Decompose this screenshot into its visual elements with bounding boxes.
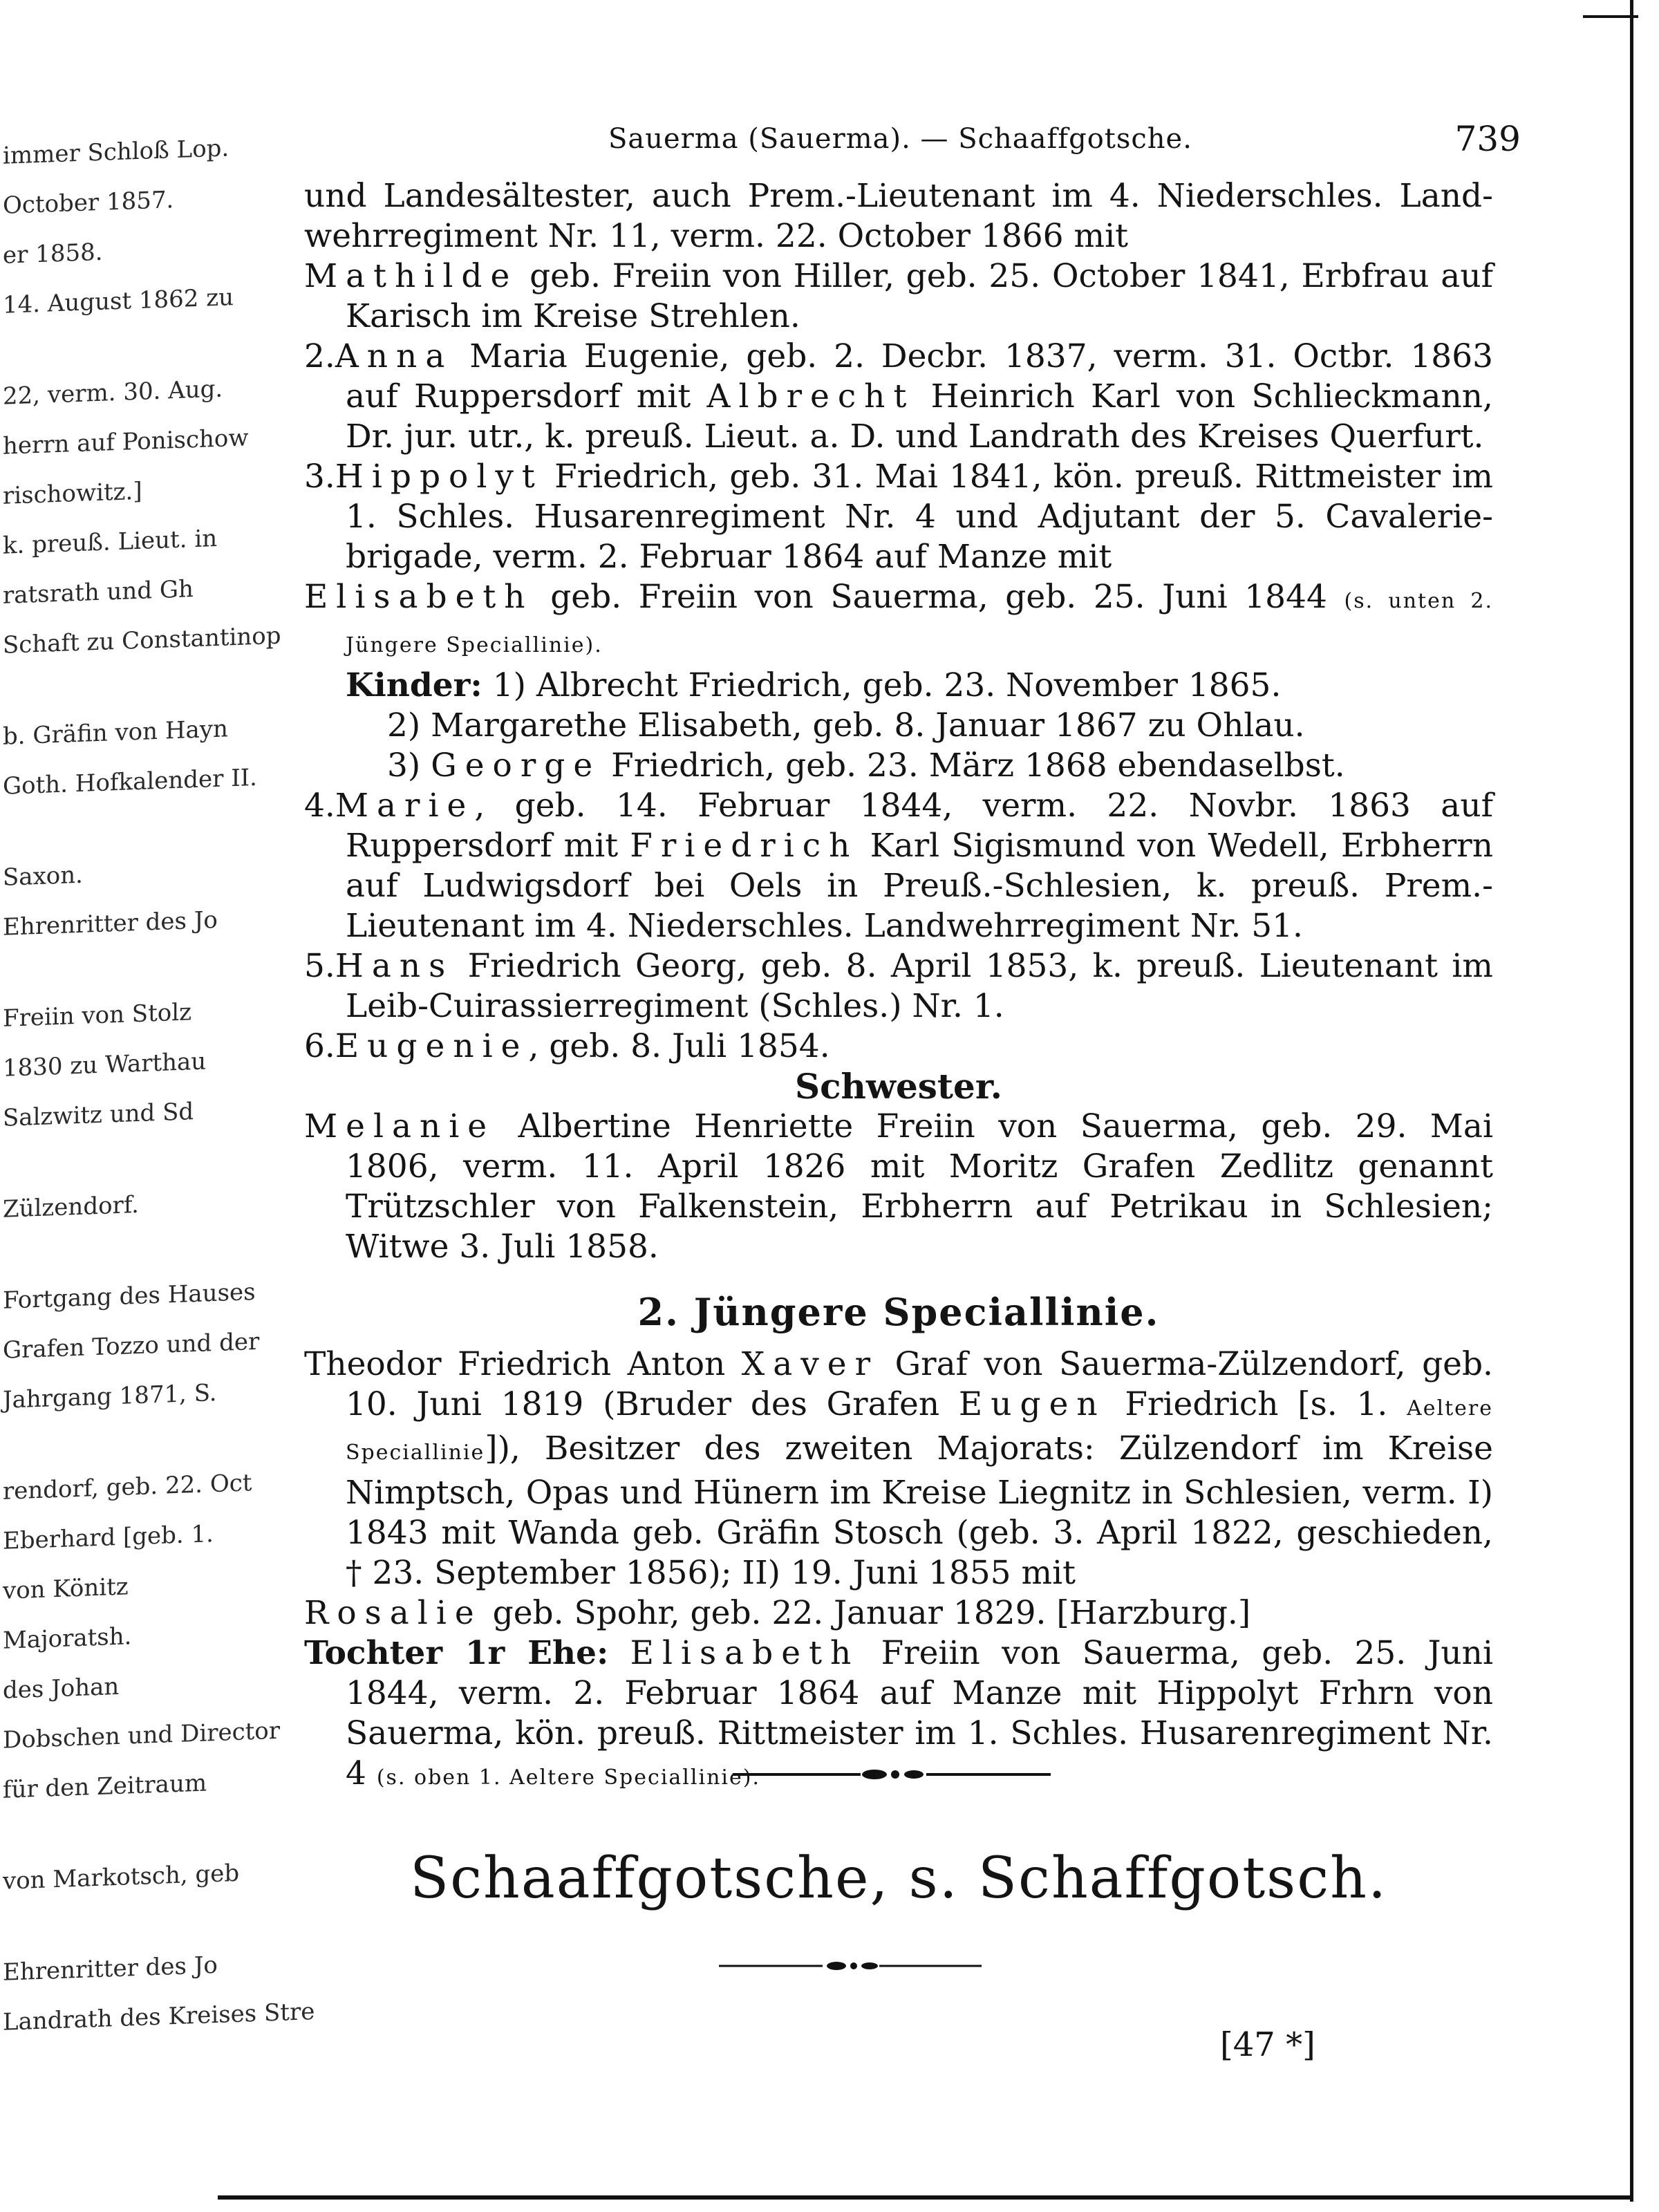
bleed-line: des Johan [3,1672,120,1705]
spaced-name: Hippolyt [335,458,543,496]
bleed-line: Goth. Hofkalender II. [3,763,257,800]
continued-entry [304,176,1493,256]
child-line-prefix: 3) [387,747,431,785]
entry-text: ]), Besitzer des zweiten Majorats: Zülzendorf im Kreise Nimptsch, Opas und Hünern im Kreise Liegnitz in Schlesien, verm. I) 1843 mit Wanda geb. Gräfin Stosch (geb. 3. April 1822, geschieden, † 23. September 1856); II) 19. Juni 1855 mit [346,1430,1493,1592]
entry-text: Friedrich [s. 1. [1105,1385,1407,1423]
text-line: wehrregiment Nr. 11, verm. 22. October 1866 mit [304,217,1129,255]
child-entry-2 [304,337,1493,457]
spaced-name: Elisabeth [304,578,534,616]
spaced-name: Xaver [741,1345,879,1383]
entry-text: , geb. 8. Juli 1854. [528,1027,830,1065]
bleed-line: für den Zeitraum [3,1769,207,1804]
page-number: 739 [1454,119,1521,159]
entry-text: Theodor Friedrich Anton [304,1345,742,1383]
page-bottom-edge-line [218,2195,1631,2200]
ornamental-rule-lower [719,1958,982,1974]
bleed-line [3,1428,231,1436]
spaced-name: Melanie [304,1107,496,1145]
entry-number: 6. [304,1027,335,1065]
bleed-line: 1830 zu Warthau [3,1047,207,1082]
cross-reference: (s. oben 1. Aeltere Speciallinie). [376,1765,760,1790]
bleed-line [3,814,231,823]
bleed-line: herrn auf Ponischow [3,424,249,460]
bleed-line: Saxon. [3,861,83,892]
children-label: Kinder: [346,666,482,704]
child-entry-4 [304,786,1493,946]
text-line: und Landesältester, auch Prem.-Lieutenant im 4. Niederschles. Land- [304,177,1493,215]
bleed-line: Ehrenritter des Jo [3,1951,218,1987]
bleed-line: Landrath des Kreises Stre [3,1998,315,2036]
bleed-line: Dobschen und Director [3,1716,281,1754]
bleed-line: Grafen Tozzo und der [3,1327,260,1365]
bleed-line: October 1857. [3,186,174,220]
spaced-name: Eugenie [335,1027,529,1065]
bleed-line: Freiin von Stolz [3,998,192,1033]
entry-text: geb. Freiin von Hiller, geb. 25. October 1841, Erbfrau auf Karisch im Kreise Strehlen. [346,257,1493,335]
bleed-line [3,333,231,341]
child-line: Friedrich, geb. 23. März 1868 ebendaselbst. [601,747,1345,785]
bleed-line [3,1237,231,1246]
sister-entry-melanie [304,1107,1493,1267]
bleed-line: von Markotsch, geb [3,1859,240,1895]
entry-text: Karl Sigismund von Wedell, Erbherrn auf Ludwigsdorf bei Oels in Preuß.-Schlesien, k. preuß. Prem.-Lieutenant im 4. Niederschles. Landwehrregiment Nr. 51. [346,827,1493,945]
spaced-name: Marie [335,787,475,825]
entry-text: Freiin von Sauerma, geb. 25. Juni 1844, verm. 2. Februar 1864 auf Manze mit Hippolyt Frhrn von Sauerma, kön. preuß. Rittmeister im 1. Schles. Husarenregiment Nr. 4 [346,1634,1493,1792]
sister-heading: Schwester. [795,1066,1002,1107]
child-entry-6 [304,1027,1493,1067]
bleed-line: rendorf, geb. 22. Oct [3,1469,252,1506]
page-corner-mark [1583,15,1638,18]
spaced-name: Elisabeth [630,1634,860,1672]
entry-text: Graf von Sauerma-Zülzendorf, geb. 10. Juni 1819 (Bruder des Grafen [346,1345,1493,1423]
bleed-line: immer Schloß Lop. [3,134,229,170]
entry-number: 3. [304,458,335,496]
spouse-entry-rosalie [304,1593,1493,1633]
main-text [304,176,1493,1798]
bleed-line: Salzwitz und Sd [3,1098,194,1132]
spaced-name: Friedrich [630,827,859,865]
children-list [304,666,1493,786]
bleed-line: Eberhard [geb. 1. [3,1520,214,1555]
running-head-title: Sauerma (Sauerma). — Schaaffgotsche. [608,123,1192,155]
bleed-line [3,1818,231,1826]
ornamental-rule-upper [733,1766,1051,1783]
entry-text: Albertine Henriette Freiin von Sauerma, geb. 29. Mai 1806, verm. 11. April 1826 mit Moritz Grafen Zedlitz genannt Trützschler von Falkenstein, Erbherrn auf Petrikau in Schlesien; Witwe 3. Juli 1858. [346,1107,1493,1266]
entry-number: 2. [304,337,335,375]
bleed-line [3,955,231,964]
entry-text: Maria Eugenie, geb. 2. Decbr. 1837, verm. 31. Octbr. 1863 auf Ruppersdorf mit [346,337,1493,415]
running-head [346,119,1521,165]
bleed-line: b. Gräfin von Hayn [3,715,228,751]
bleed-line: Schaft zu Constantinop [3,621,281,659]
spaced-name: Albrecht [706,377,915,415]
child-entry-3 [304,457,1493,577]
bleed-line: k. preuß. Lieut. in [3,524,218,560]
child-line: 1) Albrecht Friedrich, geb. 23. November 1865. [482,666,1282,704]
child-entry-5 [304,946,1493,1027]
cross-reference: Aeltere Speciallinie [346,1396,1493,1465]
entry-number: 4. [304,787,335,825]
printer-signature: [47 *] [1220,2025,1315,2064]
spaced-name: Rosalie [304,1594,482,1632]
entry-text: Friedrich Georg, geb. 8. April 1853, k. preuß. Lieutenant im Leib-Cuirassierregiment (Schles.) Nr. 1. [346,947,1493,1025]
entry-text: Friedrich, geb. 31. Mai 1841, kön. preuß. Rittmeister im 1. Schles. Husarenregiment Nr. 4 und Adjutant der 5. Cavalerie-brigade, verm. 2. Februar 1864 auf Manze mit [346,458,1493,576]
daughter-label: Tochter 1r Ehe: [304,1634,609,1672]
spouse-entry-elisabeth [304,577,1493,666]
bleed-line [3,673,231,682]
cross-reference-title: Schaaffgotsche, s. Schaffgotsch. [409,1846,1388,1911]
spaced-name: Eugen [958,1385,1106,1423]
bleed-line: rischowitz.] [3,477,142,510]
facing-page-bleed [0,124,315,2129]
spaced-name: George [431,747,601,785]
entry-text: geb. Spohr, geb. 22. Januar 1829. [Harzburg.] [482,1594,1251,1632]
entry-text: , geb. 14. Februar 1844, verm. 22. Novbr. 1863 auf Ruppersdorf mit [346,787,1493,865]
bleed-line: Jahrgang 1871, S. [3,1378,217,1414]
bleed-line [3,1909,231,1918]
spouse-entry-mathilde [304,256,1493,337]
spaced-name: Anna [335,337,453,375]
spaced-name: Hans [335,947,454,985]
section-heading: 2. Jüngere Speciallinie. [637,1290,1160,1334]
bleed-line: 22, verm. 30. Aug. [3,375,223,411]
entry-text: Heinrich Karl von Schlieckmann, Dr. jur. utr., k. preuß. Lieut. a. D. und Landrath des Kreises Querfurt. [346,377,1493,456]
bleed-line: Majoratsh. [3,1622,132,1655]
bleed-line: Ehrenritter des Jo [3,906,218,941]
page-right-edge-line [1630,0,1633,2202]
entry-theodor [304,1344,1493,1593]
bleed-line: Zülzendorf. [3,1190,139,1224]
entry-number: 5. [304,947,335,985]
bleed-line: von Könitz [3,1573,129,1605]
entry-text: geb. Freiin von Sauerma, geb. 25. Juni 1844 [533,578,1344,616]
bleed-line: Fortgang des Hauses [3,1277,256,1315]
bleed-line: ratsrath und Gh [3,575,194,610]
spaced-name: Mathilde [304,257,518,295]
bleed-line [3,1146,231,1154]
cross-reference: (s. unten 2. Jüngere Speciallinie). [346,589,1493,657]
child-line: 2) Margarethe Elisabeth, geb. 8. Januar 1867 zu Ohlau. [387,706,1305,744]
bleed-line: er 1858. [3,238,103,270]
bleed-line: 14. August 1862 zu [3,283,234,319]
